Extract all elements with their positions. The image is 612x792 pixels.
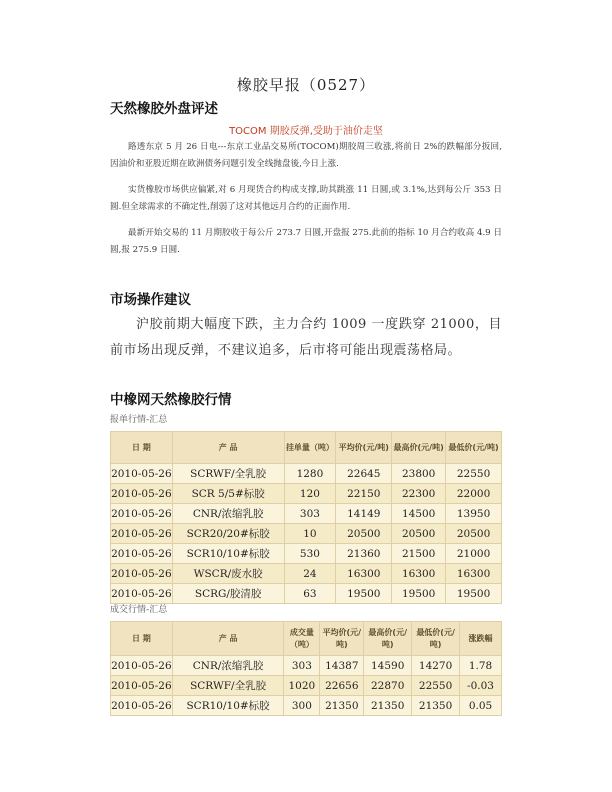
- table-cell: 2010-05-26: [111, 544, 173, 564]
- table-cell: 22300: [392, 484, 446, 504]
- table-cell: 10: [284, 524, 336, 544]
- section-heading-quotes: 中橡网天然橡胶行情: [110, 392, 232, 408]
- table-row: [111, 696, 502, 716]
- table-cell: 2010-05-26: [111, 564, 173, 584]
- table-cell: 16300: [392, 564, 446, 584]
- table-cell: 2010-05-26: [111, 464, 173, 484]
- table-cell: 22550: [412, 676, 460, 696]
- table-cell: 120: [284, 484, 336, 504]
- header-volume: 成交量（吨）: [284, 622, 320, 656]
- table-cell: 23800: [392, 464, 446, 484]
- table-cell: 22645: [336, 464, 392, 484]
- table-cell: 14500: [392, 504, 446, 524]
- table-cell: 22550: [446, 464, 502, 484]
- table-cell: 20500: [336, 524, 392, 544]
- table-cell: 16300: [446, 564, 502, 584]
- table-cell: 22150: [336, 484, 392, 504]
- table-cell: 63: [284, 584, 336, 604]
- table-cell: 13950: [446, 504, 502, 524]
- news-paragraph-2: 实货橡胶市场供应偏紧,对 6 月现货合约构成支撑,助其跳涨 11 日圆,或 3.1%,达到每公斤 353 日圆.但全球需求的不确定性,削弱了这对其他远月合约的正面作用.: [110, 185, 502, 213]
- table-cell: 303: [284, 656, 320, 676]
- table-cell: 2010-05-26: [111, 484, 173, 504]
- table-cell: SCRG/胶清胶: [172, 584, 284, 604]
- table-cell: CNR/浓缩乳胶: [172, 504, 284, 524]
- header-high-price: 最高价(元/吨): [364, 622, 412, 656]
- quote-table-header: [111, 432, 502, 464]
- table-cell: 21360: [336, 544, 392, 564]
- table-cell: WSCR/废水胶: [172, 564, 284, 584]
- header-avg-price: 平均价(元/吨): [336, 432, 392, 464]
- table-cell: 530: [284, 544, 336, 564]
- table-cell: 21350: [412, 696, 460, 716]
- header-low-price: 最低价(元/吨): [412, 622, 460, 656]
- header-high-price: 最高价(元/吨): [392, 432, 446, 464]
- header-volume: 挂单量（吨）: [284, 432, 336, 464]
- section-heading-market-review: 天然橡胶外盘评述: [110, 101, 218, 117]
- table-cell: 21000: [446, 544, 502, 564]
- table-cell: 22000: [446, 484, 502, 504]
- deal-table: [110, 621, 502, 716]
- table-row: [111, 584, 502, 604]
- table-cell: SCR20/20#标胶: [172, 524, 284, 544]
- table-cell: 303: [284, 504, 336, 524]
- news-paragraph-1: 路透东京 5 月 26 日电---东京工业品交易所(TOCOM)期胶周三收涨,将前日 2%的跌幅部分扳回,因油价和亚股近期在欧洲债务问题引发全线抛盘後,今日上涨.: [110, 142, 502, 170]
- table-cell: 19500: [446, 584, 502, 604]
- table-cell: SCR 5/5#标胶: [172, 484, 284, 504]
- table-cell: 14590: [364, 656, 412, 676]
- table-row: [111, 544, 502, 564]
- table-cell: 16300: [336, 564, 392, 584]
- table-cell: 1280: [284, 464, 336, 484]
- table-cell: 2010-05-26: [111, 504, 173, 524]
- table-cell: -0.03: [460, 676, 502, 696]
- table-cell: 20500: [446, 524, 502, 544]
- table-cell: CNR/浓缩乳胶: [172, 656, 284, 676]
- table-cell: 2010-05-26: [111, 656, 173, 676]
- header-product: 产 品: [172, 622, 284, 656]
- document-title: 橡胶早报（0527）: [236, 76, 376, 94]
- table-cell: 2010-05-26: [111, 676, 173, 696]
- table-row: [111, 524, 502, 544]
- table-cell: SCR10/10#标胶: [172, 696, 284, 716]
- section-heading-advice: 市场操作建议: [110, 292, 191, 308]
- table-cell: 22870: [364, 676, 412, 696]
- table-cell: 19500: [392, 584, 446, 604]
- table-row: [111, 676, 502, 696]
- table-cell: 21500: [392, 544, 446, 564]
- news-paragraph-3: 最新开始交易的 11 月期胶收于每公斤 273.7 日圆,开盘报 275.此前的指标 10 月合约收高 4.9 日圆,报 275.9 日圆.: [110, 228, 502, 256]
- table-cell: 0.05: [460, 696, 502, 716]
- deal-table-header: [111, 622, 502, 656]
- deal-table-caption: 成交行情-汇总: [110, 605, 168, 615]
- header-product: 产 品: [172, 432, 284, 464]
- table-cell: 14387: [320, 656, 364, 676]
- table-row: [111, 484, 502, 504]
- table-cell: SCR10/10#标胶: [172, 544, 284, 564]
- news-headline: TOCOM 期胶反弹,受助于油价走坚: [229, 126, 383, 137]
- header-change: 涨跌幅: [460, 622, 502, 656]
- table-row: [111, 504, 502, 524]
- table-cell: 21350: [320, 696, 364, 716]
- table-cell: 24: [284, 564, 336, 584]
- table-cell: 14270: [412, 656, 460, 676]
- table-cell: 21350: [364, 696, 412, 716]
- quote-table: [110, 431, 502, 604]
- table-row: [111, 564, 502, 584]
- header-avg-price: 平均价(元/吨): [320, 622, 364, 656]
- table-row: [111, 464, 502, 484]
- quote-table-caption: 报单行情-汇总: [110, 415, 168, 425]
- table-cell: 2010-05-26: [111, 524, 173, 544]
- table-cell: 14149: [336, 504, 392, 524]
- table-cell: 20500: [392, 524, 446, 544]
- table-cell: 2010-05-26: [111, 584, 173, 604]
- table-cell: 1020: [284, 676, 320, 696]
- table-cell: 1.78: [460, 656, 502, 676]
- table-cell: 19500: [336, 584, 392, 604]
- header-low-price: 最低价(元/吨): [446, 432, 502, 464]
- table-cell: 2010-05-26: [111, 696, 173, 716]
- table-row: [111, 656, 502, 676]
- table-cell: 22656: [320, 676, 364, 696]
- table-cell: 300: [284, 696, 320, 716]
- table-cell: SCRWF/全乳胶: [172, 676, 284, 696]
- header-date: 日 期: [111, 432, 173, 464]
- advice-paragraph: 沪胶前期大幅度下跌，主力合约 1009 一度跌穿 21000，目前市场出现反弹，不建议追多，后市将可能出现震荡格局。: [110, 317, 502, 358]
- header-date: 日 期: [111, 622, 173, 656]
- table-cell: SCRWF/全乳胶: [172, 464, 284, 484]
